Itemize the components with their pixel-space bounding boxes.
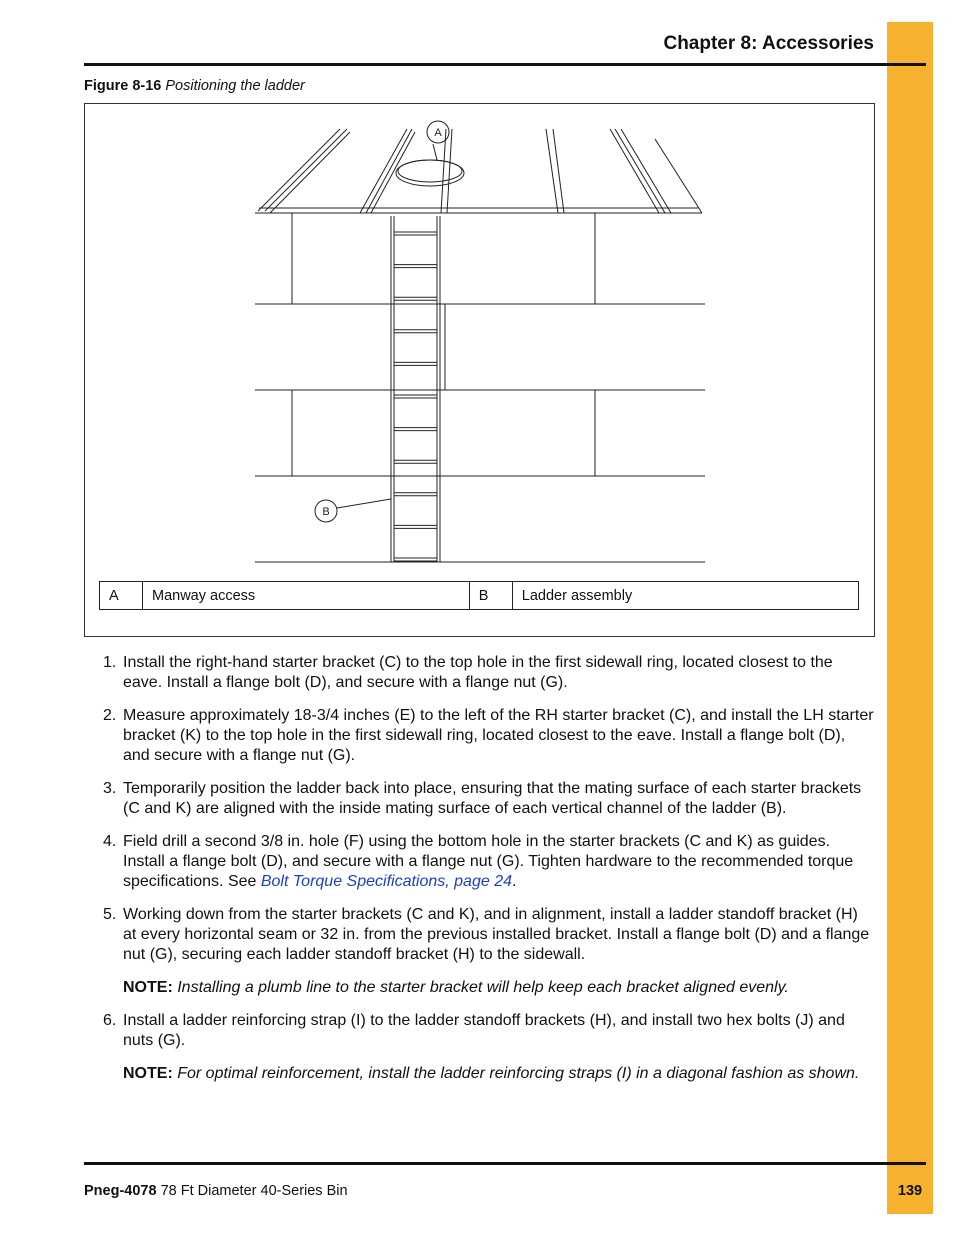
step-text: Measure approximately 18-3/4 inches (E) to the left of the RH starter bracket (C), and install the LH starter bracket (K) to the top hole in the first sidewall ring, located closest to the eave. Install a flange bolt (D), and secure with a flange nut (G). [123, 707, 874, 764]
callout-b-label: B [322, 506, 330, 518]
legend-row [100, 582, 859, 610]
figure-frame [84, 103, 875, 637]
callout-a-label: A [434, 127, 442, 139]
step-text: Temporarily position the ladder back into place, ensuring that the mating surface of each starter brackets (C and K) are aligned with the inside mating surface of each vertical channel of the ladder (B). [123, 780, 862, 817]
step-number: 4. [103, 833, 117, 850]
footer-doc-id: Pneg-4078 [84, 1183, 157, 1199]
roof-ribs [258, 129, 702, 213]
chapter-title: Chapter 8: Accessories [663, 33, 874, 54]
step-text: Install a ladder reinforcing strap (I) to the ladder standoff brackets (H), and install two hex bolts (J) and nuts (G). [123, 1012, 845, 1049]
figure-title: Positioning the ladder [165, 78, 305, 94]
step-number: 6. [103, 1012, 117, 1029]
note-label: NOTE: [123, 1065, 173, 1082]
footer-rule [84, 1162, 926, 1165]
step-item [95, 832, 875, 892]
ladder-rungs [394, 232, 437, 561]
callout-a-leader [433, 144, 437, 160]
bolt-torque-link[interactable]: Bolt Torque Specifications, page 24 [260, 873, 512, 890]
legend-key: B [469, 582, 512, 610]
figure-number: Figure 8-16 [84, 78, 162, 94]
step-item [95, 779, 875, 819]
ladder-illustration [85, 104, 874, 636]
note-text: Installing a plumb line to the starter bracket will help keep each bracket aligned evenly. [177, 979, 789, 996]
step-text-end: . [512, 873, 517, 890]
step-item [95, 1011, 875, 1084]
footer-doc-info [84, 1183, 348, 1199]
note-text: For optimal reinforcement, install the ladder reinforcing straps (I) in a diagonal fashion as shown. [177, 1065, 860, 1082]
step-item [95, 706, 875, 766]
footer-doc-title: 78 Ft Diameter 40-Series Bin [160, 1183, 348, 1199]
callout-b-leader [337, 499, 391, 508]
step-note [123, 978, 875, 998]
chapter-side-tab [887, 22, 933, 1214]
step-item [95, 905, 875, 998]
step-number: 1. [103, 654, 117, 671]
step-number: 3. [103, 780, 117, 797]
note-label: NOTE: [123, 979, 173, 996]
step-text: Install the right-hand starter bracket (C) to the top hole in the first sidewall ring, located closest to the eave. Install a flange bolt (D), and secure with a flange nut (G). [123, 654, 833, 691]
figure-caption [84, 78, 305, 94]
step-number: 2. [103, 707, 117, 724]
step-note [123, 1064, 875, 1084]
step-item [95, 653, 875, 693]
page-number: 139 [897, 1183, 923, 1199]
step-number: 5. [103, 906, 117, 923]
step-text: Field drill a second 3/8 in. hole (F) using the bottom hole in the starter brackets (C and K) as guides. Install a flange bolt (D), and secure with a flange nut (G). Tighten hardware to the recommended torque specifications. See [123, 833, 854, 890]
legend-label: Ladder assembly [512, 582, 858, 610]
legend-label: Manway access [143, 582, 470, 610]
header-rule [84, 63, 926, 66]
step-text: Working down from the starter brackets (C and K), and in alignment, install a ladder standoff bracket (H) at every horizontal seam or 32 in. from the previous installed bracket. Install a flange bolt (D) and a flange nut (G), securing each ladder standoff bracket (H) to the sidewall. [123, 906, 870, 963]
instruction-steps [95, 653, 875, 1097]
figure-legend-table [99, 581, 859, 610]
legend-key: A [100, 582, 143, 610]
